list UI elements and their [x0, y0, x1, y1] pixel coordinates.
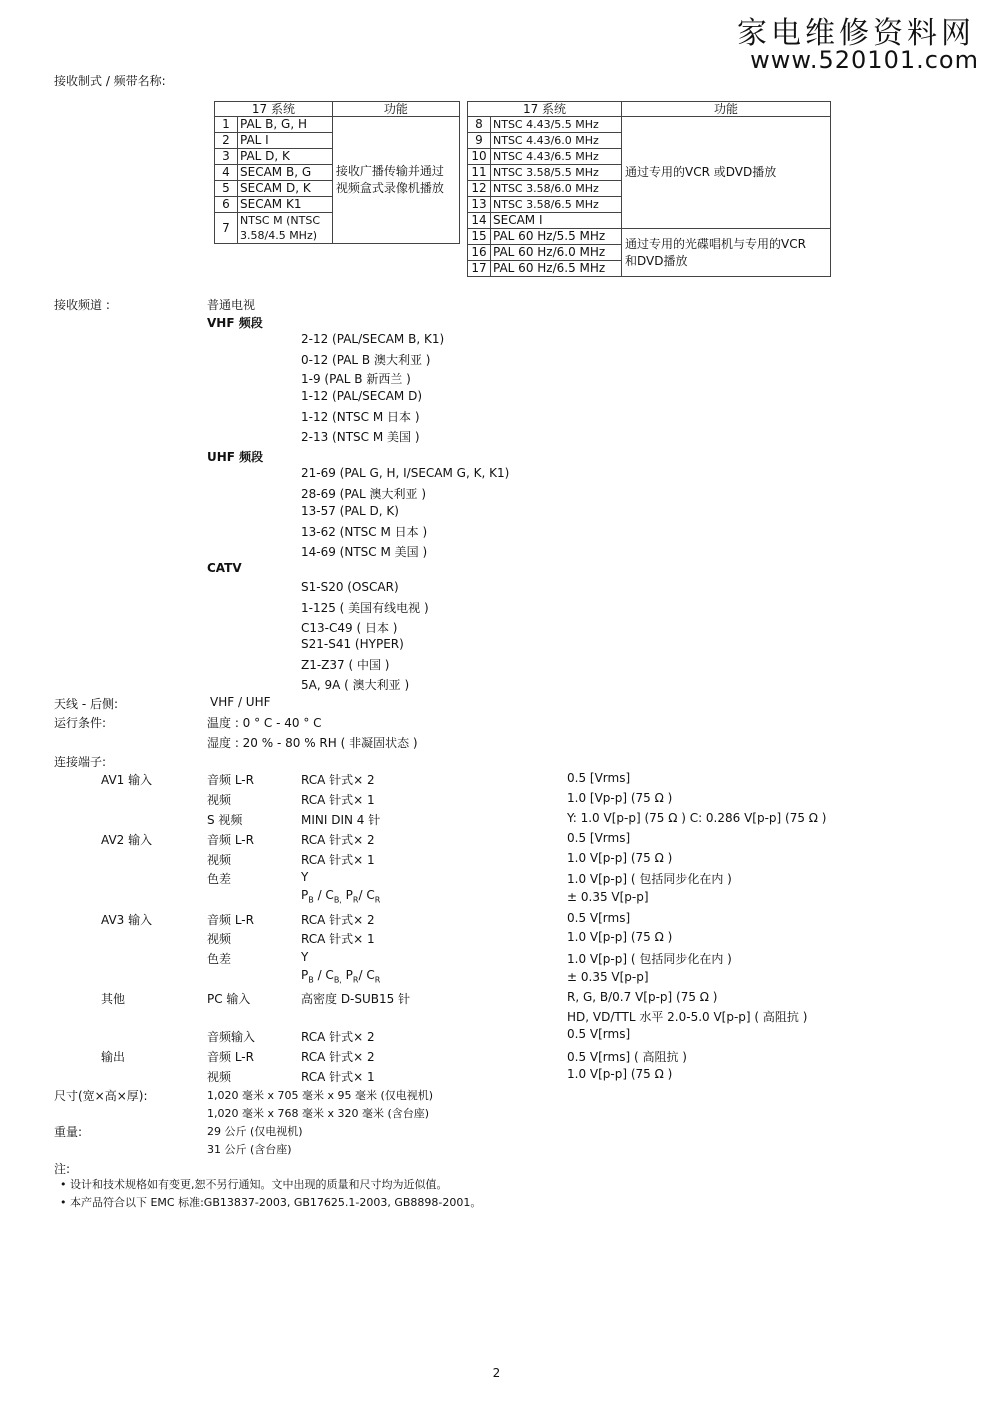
terminal-spec: ± 0.35 V[p-p]: [567, 970, 649, 984]
weight-label: 重量:: [54, 1125, 83, 1139]
terminal-spec: 1.0 V[p-p] ( 包括同步化在内 ): [567, 952, 732, 966]
table-row-system: NTSC 3.58/6.5 MHz: [491, 197, 622, 213]
list-item: 13-62 (NTSC M 日本 ): [301, 525, 428, 539]
table-row-system: NTSC 4.43/6.5 MHz: [491, 149, 622, 165]
uhf-title: UHF 频段: [207, 450, 264, 464]
terminal-connector: 高密度 D-SUB15 针: [301, 992, 411, 1006]
pbpr-part: B: [308, 895, 314, 905]
terminal-connector: RCA 针式× 1: [301, 1070, 375, 1084]
pbpr-part: B: [308, 975, 314, 985]
pbpr-part: R: [374, 895, 381, 905]
table-row-system: SECAM B, G: [238, 165, 333, 181]
table1-function-line2: 视频盒式录像机播放: [335, 181, 444, 195]
list-item: 2-13 (NTSC M 美国 ): [301, 430, 420, 444]
table-row-system: PAL 60 Hz/5.5 MHz: [491, 229, 622, 245]
table2-function-b: [622, 229, 831, 277]
note-line-1: • 设计和技术规格如有变更,恕不另行通知。文中出现的质量和尺寸均为近似值。: [60, 1178, 448, 1191]
weight-line2: 31 公斤 (含台座): [207, 1143, 292, 1156]
terminal-connector: RCA 针式× 2: [301, 773, 375, 787]
terminal-spec: 1.0 V[p-p] (75 Ω ): [567, 930, 673, 944]
terminal-connector: MINI DIN 4 针: [301, 813, 381, 827]
table-row-system: NTSC 3.58/5.5 MHz: [491, 165, 622, 181]
list-item: 13-57 (PAL D, K): [301, 504, 399, 518]
table-row-number: 2: [215, 133, 238, 149]
vhf-title: VHF 频段: [207, 316, 263, 330]
terminal-type: S 视频: [207, 813, 243, 827]
table-row-number: 17: [468, 261, 491, 277]
table-row-system: PAL 60 Hz/6.0 MHz: [491, 245, 622, 261]
system-table-1: [214, 101, 460, 244]
terminal-type: 色差: [207, 952, 232, 966]
table-row-number: 6: [215, 197, 238, 213]
antenna-label: 天线 - 后侧:: [54, 697, 119, 711]
terminal-connector: RCA 针式× 2: [301, 1050, 375, 1064]
operating-humidity: 湿度 : 20 % - 80 % RH ( 非凝固状态 ): [207, 736, 418, 750]
terminal-spec: Y: 1.0 V[p-p] (75 Ω ) C: 0.286 V[p-p] (75 Ω ): [567, 811, 827, 825]
pbpr-part: / C: [358, 888, 375, 902]
output-label: 输出: [101, 1050, 126, 1064]
terminal-connector: RCA 针式× 1: [301, 932, 375, 946]
pbpr-connector: [301, 968, 380, 984]
table2-header-function: 功能: [622, 102, 831, 117]
weight-line1: 29 公斤 (仅电视机): [207, 1125, 303, 1138]
table-row-number: 11: [468, 165, 491, 181]
terminal-type: 音频 L-R: [207, 1050, 254, 1064]
table-row-system: SECAM I: [491, 213, 622, 229]
table-row-number: 5: [215, 181, 238, 197]
list-item: 0-12 (PAL B 澳大利亚 ): [301, 353, 431, 367]
terminal-spec: HD, VD/TTL 水平 2.0-5.0 V[p-p] ( 高阻抗 ): [567, 1010, 808, 1024]
dimensions-label: 尺寸(宽×高×厚):: [54, 1089, 148, 1103]
terminal-spec: 0.5 V[rms] ( 高阻抗 ): [567, 1050, 687, 1064]
av2-label: AV2 输入: [101, 833, 153, 847]
table-row-number: 16: [468, 245, 491, 261]
terminal-spec: 0.5 V[rms]: [567, 911, 631, 925]
pbpr-part: / C: [358, 968, 375, 982]
pbpr-part: R: [374, 975, 381, 985]
table2-function-b-line1: 通过专用的光碟唱机与专用的VCR: [625, 236, 806, 251]
table2-function-b-line2: 和DVD播放: [625, 253, 688, 268]
table-row-system: PAL D, K: [238, 149, 333, 165]
pbpr-part: / C: [313, 888, 334, 902]
pbpr-part: P: [301, 888, 309, 902]
terminal-type: 视频: [207, 932, 232, 946]
terminal-spec: 1.0 [Vp-p] (75 Ω ): [567, 791, 673, 805]
pbpr-part: / C: [313, 968, 334, 982]
system-table-2: [467, 101, 831, 277]
table2-function-a: 通过专用的VCR 或DVD播放: [622, 117, 831, 229]
list-item: 2-12 (PAL/SECAM B, K1): [301, 332, 445, 346]
terminal-connector: RCA 针式× 2: [301, 1030, 375, 1044]
catv-title: CATV: [207, 561, 242, 575]
watermark-url: www.520101.com: [750, 46, 979, 74]
table-row-system-line2: 3.58/4.5 MHz): [240, 229, 318, 242]
list-item: 21-69 (PAL G, H, I/SECAM G, K, K1): [301, 466, 510, 480]
table-row-system: NTSC 3.58/6.0 MHz: [491, 181, 622, 197]
table-row-number: 15: [468, 229, 491, 245]
channels-label: 接收频道 :: [54, 298, 110, 312]
table2-header-system: 17 系统: [468, 102, 622, 117]
terminal-type: PC 输入: [207, 992, 251, 1006]
av3-label: AV3 输入: [101, 913, 153, 927]
pbpr-part: R: [352, 895, 359, 905]
table-row-number: 13: [468, 197, 491, 213]
table-row-system: NTSC 4.43/5.5 MHz: [491, 117, 622, 133]
page-number: 2: [492, 1366, 501, 1380]
list-item: C13-C49 ( 日本 ): [301, 621, 398, 635]
antenna-value: VHF / UHF: [210, 695, 271, 709]
table-row-system: PAL I: [238, 133, 333, 149]
dimensions-line2: 1,020 毫米 x 768 毫米 x 320 毫米 (含台座): [207, 1107, 430, 1120]
pbpr-part: P: [341, 888, 353, 902]
table1-header-system: 17 系统: [215, 102, 333, 117]
terminal-spec: ± 0.35 V[p-p]: [567, 890, 649, 904]
table-row-system: PAL B, G, H: [238, 117, 333, 133]
table-row-system: [238, 213, 333, 244]
terminal-connector: RCA 针式× 2: [301, 913, 375, 927]
table-row-system: NTSC 4.43/6.0 MHz: [491, 133, 622, 149]
terminal-type: 色差: [207, 872, 232, 886]
table-row-system: SECAM K1: [238, 197, 333, 213]
list-item: S21-S41 (HYPER): [301, 637, 404, 651]
table-row-number: 1: [215, 117, 238, 133]
terminal-type: 视频: [207, 793, 232, 807]
operating-temp: 温度 : 0 ° C - 40 ° C: [207, 716, 322, 730]
list-item: 5A, 9A ( 澳大利亚 ): [301, 678, 410, 692]
terminal-type: 音频 L-R: [207, 773, 254, 787]
list-item: 1-12 (NTSC M 日本 ): [301, 410, 420, 424]
table1-header-function: 功能: [332, 102, 459, 117]
pbpr-part: P: [301, 968, 309, 982]
note-line-2: • 本产品符合以下 EMC 标准:GB13837-2003, GB17625.1-2003, GB8898-2001。: [60, 1196, 482, 1209]
table-row-system-line1: NTSC M (NTSC: [240, 214, 320, 227]
terminal-type: 音频输入: [207, 1030, 256, 1044]
terminal-connector: Y: [301, 870, 309, 884]
table-row-number: 10: [468, 149, 491, 165]
table-row-system: SECAM D, K: [238, 181, 333, 197]
pbpr-connector: [301, 888, 380, 904]
dimensions-line1: 1,020 毫米 x 705 毫米 x 95 毫米 (仅电视机): [207, 1089, 434, 1102]
other-label: 其他: [101, 992, 126, 1006]
table-row-number: 3: [215, 149, 238, 165]
terminal-type: 视频: [207, 1070, 232, 1084]
pbpr-part: P: [341, 968, 353, 982]
terminal-spec: R, G, B/0.7 V[p-p] (75 Ω ): [567, 990, 718, 1004]
terminal-type: 音频 L-R: [207, 913, 254, 927]
table1-function-line1: 接收广播传输并通过: [335, 164, 444, 178]
list-item: 1-9 (PAL B 新西兰 ): [301, 372, 411, 386]
normal-tv-label: 普通电视: [207, 298, 256, 312]
terminal-connector: RCA 针式× 2: [301, 833, 375, 847]
av1-label: AV1 输入: [101, 773, 153, 787]
terminal-spec: 1.0 V[p-p] ( 包括同步化在内 ): [567, 872, 732, 886]
section-title: 接收制式 / 频带名称:: [54, 74, 166, 88]
table-row-number: 12: [468, 181, 491, 197]
operating-label: 运行条件:: [54, 716, 107, 730]
terminal-spec: 1.0 V[p-p] (75 Ω ): [567, 851, 673, 865]
terminal-connector: Y: [301, 950, 309, 964]
pbpr-part: B,: [333, 975, 342, 985]
list-item: 1-125 ( 美国有线电视 ): [301, 601, 429, 615]
list-item: 14-69 (NTSC M 美国 ): [301, 545, 428, 559]
list-item: 1-12 (PAL/SECAM D): [301, 389, 423, 403]
terminal-type: 音频 L-R: [207, 833, 254, 847]
table1-function: [332, 117, 459, 244]
terminal-spec: 1.0 V[p-p] (75 Ω ): [567, 1067, 673, 1081]
table-row-system: PAL 60 Hz/6.5 MHz: [491, 261, 622, 277]
terminal-spec: 0.5 V[rms]: [567, 1027, 631, 1041]
table-row-number: 7: [215, 213, 238, 244]
list-item: Z1-Z37 ( 中国 ): [301, 658, 390, 672]
list-item: S1-S20 (OSCAR): [301, 580, 399, 594]
table-row-number: 4: [215, 165, 238, 181]
watermark-title: 家电维修资料网: [737, 16, 975, 51]
notes-label: 注:: [54, 1162, 71, 1176]
table-row-number: 8: [468, 117, 491, 133]
table-row-number: 9: [468, 133, 491, 149]
pbpr-part: B,: [333, 895, 342, 905]
terminals-label: 连接端子:: [54, 755, 107, 769]
list-item: 28-69 (PAL 澳大利亚 ): [301, 487, 427, 501]
table-row-number: 14: [468, 213, 491, 229]
terminal-spec: 0.5 [Vrms]: [567, 831, 631, 845]
terminal-type: 视频: [207, 853, 232, 867]
terminal-connector: RCA 针式× 1: [301, 793, 375, 807]
terminal-connector: RCA 针式× 1: [301, 853, 375, 867]
pbpr-part: R: [352, 975, 359, 985]
terminal-spec: 0.5 [Vrms]: [567, 771, 631, 785]
